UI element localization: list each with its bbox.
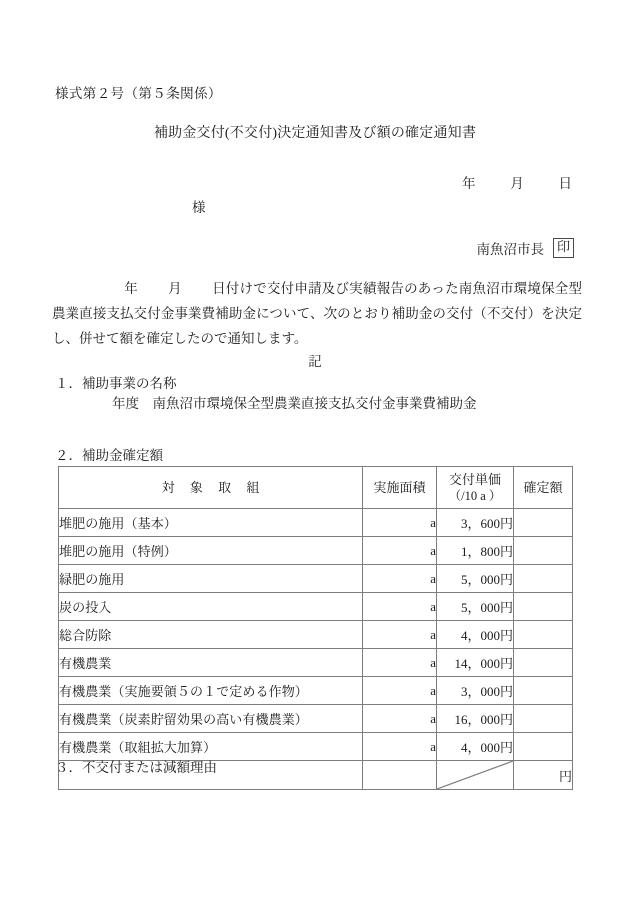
date-month-label: 月	[510, 176, 524, 191]
cell-unit: 1，800円	[437, 537, 514, 565]
cell-fixed	[514, 677, 573, 705]
cell-fixed	[514, 593, 573, 621]
cell-fixed	[514, 537, 573, 565]
cell-unit: 16，000円	[437, 705, 514, 733]
table-row	[59, 705, 573, 733]
body-month-label: 月	[167, 281, 182, 296]
cell-area: a	[363, 509, 437, 537]
section-1-subtitle: 年度 南魚沼市環境保全型農業直接支払交付金事業費補助金	[112, 396, 477, 411]
table-row	[59, 649, 573, 677]
cell-fixed	[514, 705, 573, 733]
cell-unit: 5，000円	[437, 565, 514, 593]
cell-fixed	[514, 649, 573, 677]
page-title: 補助金交付(不交付)決定通知書及び額の確定通知書	[153, 126, 477, 141]
cell-name: 有機農業（取組拡大加算）	[59, 733, 363, 761]
table-row	[59, 621, 573, 649]
total-cell-fixed-amount: 円	[514, 761, 573, 790]
table-row	[59, 565, 573, 593]
issue-date-line	[462, 172, 572, 192]
column-header-area: 実施面積	[363, 467, 437, 509]
total-cell-unit-struck-out	[437, 761, 514, 790]
cell-area: a	[363, 649, 437, 677]
cell-unit: 14，000円	[437, 649, 514, 677]
table-row	[59, 509, 573, 537]
table-row	[59, 537, 573, 565]
issuer-line	[476, 238, 574, 258]
cell-name: 堆肥の施用（特例）	[59, 537, 363, 565]
cell-area: a	[363, 621, 437, 649]
table-row	[59, 593, 573, 621]
cell-area: a	[363, 537, 437, 565]
diagonal-strike-icon	[437, 761, 513, 789]
cell-name: 緑肥の施用	[59, 565, 363, 593]
cell-unit: 5，000円	[437, 593, 514, 621]
cell-name: 有機農業（実施要領５の１で定める作物）	[59, 677, 363, 705]
total-cell-area	[363, 761, 437, 790]
form-number: 様式第２号（第５条関係）	[55, 86, 222, 101]
cell-name: 堆肥の施用（基本）	[59, 509, 363, 537]
cell-fixed	[514, 621, 573, 649]
cell-name: 有機農業	[59, 649, 363, 677]
date-year-label: 年	[462, 176, 476, 191]
cell-area: a	[363, 565, 437, 593]
column-header-unit-price: 交付単価 （/10 a ）	[437, 467, 514, 509]
column-header-target-activity: 対 象 取 組	[59, 467, 363, 509]
subsidy-table-wrapper	[58, 466, 572, 790]
section-1-heading: １．補助事業の名称	[55, 376, 177, 391]
cell-fixed	[514, 509, 573, 537]
body-year-label: 年	[124, 281, 138, 296]
subsidy-amount-table	[58, 466, 573, 790]
section-3-heading: ３．不交付または減額理由	[55, 760, 217, 775]
cell-name: 総合防除	[59, 621, 363, 649]
date-day-label: 日	[558, 176, 572, 191]
body-text: 日付けで交付申請及び実績報告のあった南魚沼市環境保全型農業直接支払交付金事業費補助金について、次のとおり補助金の交付（不交付）を決定し、併せて額を確定したので通知します。	[52, 281, 583, 346]
ki-marker: 記	[308, 354, 322, 369]
cell-name: 炭の投入	[59, 593, 363, 621]
cell-fixed	[514, 565, 573, 593]
seal-stamp-box: 印	[553, 238, 574, 257]
cell-area: a	[363, 705, 437, 733]
table-body	[59, 509, 573, 790]
section-2-heading: ２．補助金確定額	[55, 448, 163, 463]
cell-name: 有機農業（炭素貯留効果の高い有機農業）	[59, 705, 363, 733]
table-row	[59, 677, 573, 705]
cell-unit: 4，000円	[437, 621, 514, 649]
cell-unit: 3，600円	[437, 509, 514, 537]
issuer-name: 南魚沼市長	[476, 242, 544, 257]
table-header	[59, 467, 573, 509]
cell-fixed	[514, 733, 573, 761]
table-header-row	[59, 467, 573, 509]
cell-area: a	[363, 733, 437, 761]
cell-area: a	[363, 593, 437, 621]
cell-unit: 4，000円	[437, 733, 514, 761]
column-header-fixed-amount: 確定額	[514, 467, 573, 509]
cell-unit: 3，000円	[437, 677, 514, 705]
addressee-line: 様	[192, 200, 206, 215]
body-paragraph	[52, 276, 582, 351]
cell-area: a	[363, 677, 437, 705]
